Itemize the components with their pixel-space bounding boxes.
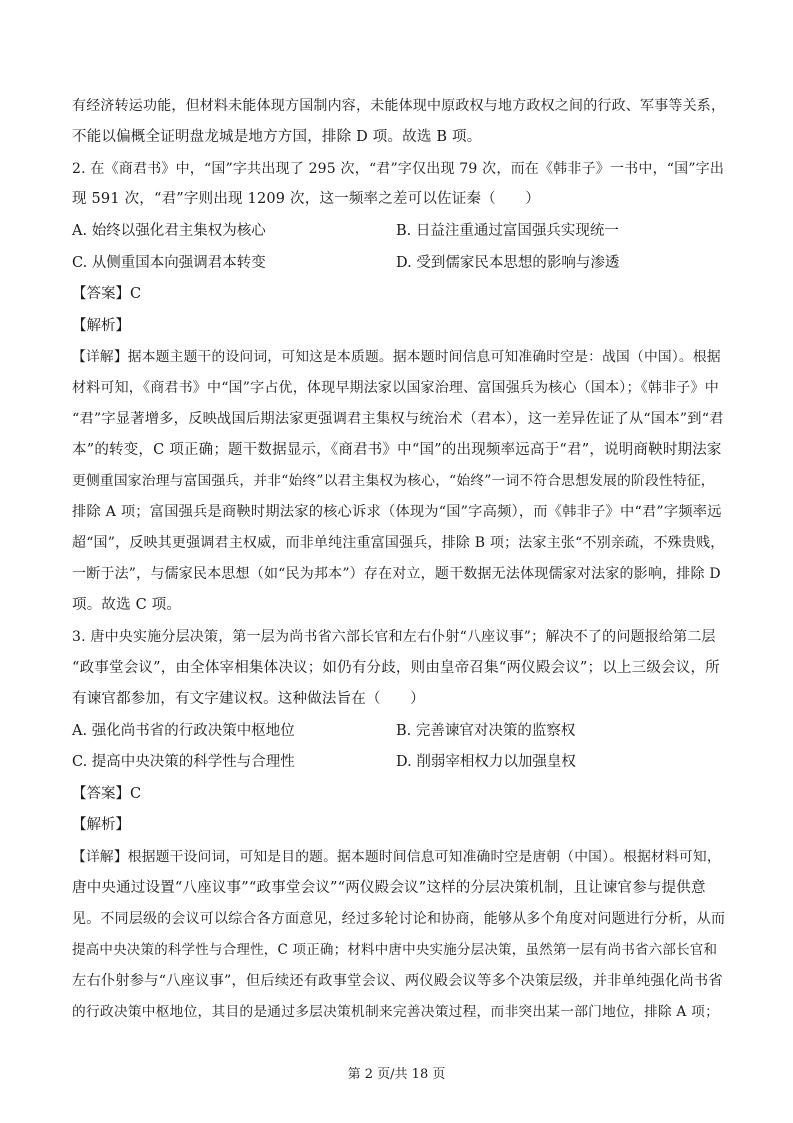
q2-detail-line-5: 更侧重国家治理与富国强兵，并非“始终”以君主集权为核心，“始终”一词不符合思想发展的阶段性特征， <box>72 473 715 489</box>
q3-option-d: D. 削弱宰相权力以加强皇权 <box>396 754 576 770</box>
page-footer: 第 2 页/共 18 页 <box>347 1067 446 1082</box>
q2-answer: 【答案】C <box>72 286 142 302</box>
q3-detail-line-3: 见。不同层级的会议可以综合各方面意见，经过多轮讨论和协商，能够从多个角度对问题进行分析，从而 <box>72 911 726 927</box>
q2-stem-line-2: 现 591 次，“君”字则出现 1209 次，这一频率之差可以佐证秦（ ） <box>72 191 540 207</box>
q2-detail-line-4: 本”的转变，C 项正确；题干数据显示，《商君书》中“国”的出现频率远高于“君”，说明商鞅时期法家 <box>72 442 722 458</box>
q2-detail-line-1: 【详解】据本题主题干的设问词，可知这是本质题。据本题时间信息可知准确时空是：战国（中国）。根据 <box>72 349 721 365</box>
q2-detail-line-6: 排除 A 项；富国强兵是商鞅时期法家的核心诉求（体现为“国”字高频），而《韩非子》中“君”字频率远 <box>72 504 722 520</box>
q3-detail-line-1: 【详解】根据题干设问词，可知是目的题。据本题时间信息可知准确时空是唐朝（中国）。根据材料可知， <box>72 849 721 865</box>
q2-detail-line-3: “君”字显著增多，反映战国后期法家更强调君主集权与统治术（君本），这一差异佐证了从“国本”到“君 <box>72 411 724 427</box>
q3-answer: 【答案】C <box>72 786 142 802</box>
q3-detail-line-4: 提高中央决策的科学性与合理性，C 项正确；材料中唐中央实施分层决策，虽然第一层有尚书省六部长官和 <box>72 942 718 958</box>
q3-option-b: B. 完善谏官对决策的监察权 <box>396 723 576 739</box>
q2-analysis-label: 【解析】 <box>72 318 130 334</box>
q2-detail-line-2: 材料可知，《商君书》中“国”字占优，体现早期法家以国家治理、富国强兵为核心（国本）；《韩非子》中 <box>72 380 719 396</box>
q3-stem-line-2: “政事堂会议”，由全体宰相集体决议；如仍有分歧，则由皇帝召集“两仪殿会议”；以上三级会议，所 <box>72 660 720 676</box>
q2-stem-line-1: 2. 在《商君书》中，“国”字共出现了 295 次，“君”字仅出现 79 次，而在《韩非子》一书中，“国”字出 <box>72 161 725 177</box>
continuation-line-2: 不能以偏概全证明盘龙城是地方方国，排除 D 项。故选 B 项。 <box>72 129 482 145</box>
continuation-line-1: 有经济转运功能，但材料未能体现方国制内容，未能体现中原政权与地方政权之间的行政、军事等关系， <box>72 98 726 114</box>
q3-detail-line-2: 唐中央通过设置“八座议事”“政事堂会议”“两仪殿会议”这样的分层决策机制，且让谏官参与提供意 <box>72 880 706 896</box>
q3-analysis-label: 【解析】 <box>72 817 130 833</box>
q2-detail-line-8: 一断于法”，与儒家民本思想（如“民为邦本”）存在对立，题干数据无法体现儒家对法家的影响，排除 D <box>72 566 721 582</box>
q2-detail-line-9: 项。故选 C 项。 <box>72 597 182 613</box>
q3-option-c: C. 提高中央决策的科学性与合理性 <box>72 754 295 770</box>
q3-detail-line-5: 左右仆射参与“八座议事”，但后续还有政事堂会议、两仪殿会议等多个决策层级，并非单纯强化尚书省 <box>72 973 723 989</box>
q2-option-c: C. 从侧重国本向强调君本转变 <box>72 255 266 271</box>
q2-option-a: A. 始终以强化君主集权为核心 <box>72 223 266 239</box>
q3-stem-line-3: 有谏官都参加，有文字建议权。这种做法旨在（ ） <box>72 691 425 707</box>
q3-detail-line-6: 的行政决策中枢地位，其目的是通过多层决策机制来完善决策过程，而非突出某一部门地位，排除 A 项； <box>72 1004 720 1020</box>
q2-option-b: B. 日益注重通过富国强兵实现统一 <box>396 223 619 239</box>
q3-option-a: A. 强化尚书省的行政决策中枢地位 <box>72 723 295 739</box>
q2-option-d: D. 受到儒家民本思想的影响与渗透 <box>396 255 620 271</box>
q2-detail-line-7: 超“国”，反映其更强调君主权威，而非单纯注重富国强兵，排除 B 项；法家主张“不别亲疏，不殊贵贱， <box>72 535 725 551</box>
q3-stem-line-1: 3. 唐中央实施分层决策，第一层为尚书省六部长官和左右仆射“八座议事”；解决不了的问题报给第二层 <box>72 629 716 645</box>
